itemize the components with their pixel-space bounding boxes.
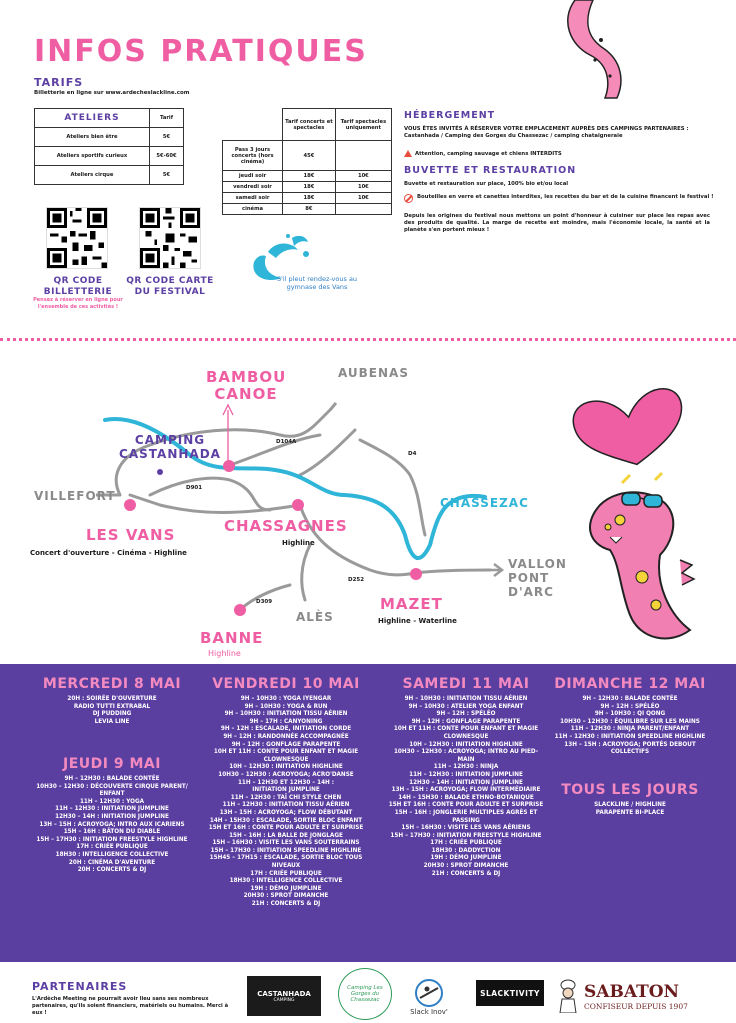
qr-code-icon — [140, 208, 200, 268]
page-title: INFOS PRATIQUES — [34, 34, 368, 69]
prix-a: 18€ — [283, 182, 336, 193]
logo-castanhada-name: CASTANHADA — [257, 989, 311, 998]
prix-name: samedi soir — [223, 193, 283, 204]
atelier-name: Ateliers cirque — [35, 166, 150, 185]
day-title-vendredi: VENDREDI 10 MAI — [212, 676, 360, 692]
slackinov-icon — [414, 978, 444, 1008]
program-item: 15H ET 16H : CONTE POUR ADULTE ET SURPRISE — [388, 802, 544, 809]
logo-gorges-text: Camping Les Gorges du Chassezac — [347, 985, 383, 1003]
map-label-vallon: VALLON PONT D'ARC — [508, 557, 567, 599]
program-item: 13H – 15H : ACROYOGA; INTRO AUX ICARIENS — [39, 821, 185, 828]
prix-b: 10€ — [335, 171, 391, 182]
program-item: 17H : CRIÉE PUBLIQUE — [76, 844, 148, 851]
day-list-vendredi — [196, 696, 376, 909]
program-item: 9H – 10H30 : YOGA IYENGAR — [240, 696, 332, 702]
program-item: 20H : SOIRÉE D'OUVERTURE — [67, 696, 157, 702]
origin-text: Depuis les origines du festival nous mettons un point d'honneur à cuisiner sur place les repas avec des produits de qualité. La marge de recette est moindre, mais l'économie locale, la santé et la planète s'en portent mieux ! — [404, 213, 710, 233]
road-label-d901: D901 — [186, 485, 203, 491]
program-item: 15H – 16H30 : VISITE LES VANS SOUTERRAINS — [212, 840, 360, 847]
program-item: 9H – 12H30 : BALADE CONTÉE — [582, 696, 678, 702]
logo-slacktivity-text: SLACKTIVITY — [480, 988, 540, 998]
road-label-d309: D309 — [256, 599, 273, 605]
map-label-les-vans: LES VANS — [86, 526, 176, 544]
forbidden-icon — [404, 194, 413, 203]
logo-sabaton-tag: CONFISEUR DEPUIS 1907 — [584, 1001, 688, 1011]
logo-sabaton-name: SABATON — [584, 981, 680, 1002]
day-title-tous: TOUS LES JOURS — [561, 782, 699, 798]
dinosaur-mascot-icon — [560, 465, 720, 655]
warning-text: Attention, camping sauvage et chiens INTERDITS — [415, 150, 562, 157]
program-item: 15H – 16H : BÂTON DU DIABLE — [63, 829, 161, 836]
program-item: 9H – 10H30 : INITIATION TISSU AÉRIEN — [404, 696, 528, 702]
program-item: 20H30 : SPROT DIMANCHE — [243, 893, 329, 900]
day-list-tous — [540, 802, 720, 817]
map-label-villefort: VILLEFORT — [34, 489, 116, 503]
logo-castanhada[interactable] — [247, 976, 321, 1016]
road-label-d252: D252 — [348, 577, 365, 583]
program-item: CLOWNESQUE — [263, 756, 309, 763]
program-item: 14H – 15H30 : BALADE ETHNO-BOTANIQUE — [398, 794, 534, 801]
forbid-row — [404, 194, 714, 203]
program-item: 10H30 – 12H30 : ACROYOGA; ACRO'DANSE — [218, 771, 354, 778]
prix-col-spectacles: Tarif spectacles uniquement — [335, 109, 391, 141]
program-item: 10H ET 11H : CONTE POUR ENFANT ET MAGIE — [393, 726, 539, 733]
program-item: 10H30 – 12H30 : ÉQUILIBRE SUR LES MAINS — [560, 718, 700, 725]
map-sub-chassagnes: Highline — [282, 539, 315, 547]
table-row — [223, 171, 392, 182]
atelier-price: 5€-60€ — [149, 147, 183, 166]
program-item: COLLECTIFS — [610, 749, 650, 756]
program-item: 19H : DÉMO JUMPLINE — [430, 855, 502, 862]
logo-gorges-chassezac[interactable] — [338, 968, 392, 1020]
program-item: 11H – 12H30 : NINJA — [433, 764, 499, 771]
prix-b — [335, 141, 391, 171]
program-item: INITIATION JUMPLINE — [252, 787, 320, 794]
ribbon-decoration-icon — [555, 0, 630, 100]
prix-a: 18€ — [283, 171, 336, 182]
program-item: 18H30 : DADDYCTION — [431, 847, 501, 854]
program-item: 15H45 – 17H15 : ESCALADE, SORTIE BLOC TOUS — [209, 855, 363, 862]
program-item: 9H – 10H30 : YOGA & RUN — [244, 703, 328, 710]
prix-name: vendredi soir — [223, 182, 283, 193]
qr-billetterie-note: Pensez à réserver en ligne pour l'ensemble de ces activités ! — [33, 297, 123, 310]
day-title-mercredi: MERCREDI 8 MAI — [42, 676, 182, 692]
program-item: 15H – 16H30 : VISITE LES VANS AÉRIENS — [401, 825, 531, 832]
program-item: 10H – 12H30 : INITIATION HIGHLINE — [409, 741, 523, 748]
program-item: SLACKLINE / HIGHLINE — [594, 802, 666, 808]
prix-table — [222, 108, 392, 215]
program-item: 19H : DÉMO JUMPLINE — [250, 885, 322, 892]
program-item: PASSING — [452, 817, 480, 824]
program-item: LEVIA LINE — [94, 718, 130, 725]
partners-text: L'Ardèche Meeting ne pourrait avoir lieu sans ses nombreux partenaires, qu'ils soient financiers, matériels ou humains. Merci à eux ! — [32, 996, 229, 1016]
program-item: 15H – 17H30 : INITIATION FREESTYLE HIGHLINE — [36, 836, 188, 843]
program-item: 14H – 15H30 : ESCALADE, SORTIE BLOC ENFANT — [209, 817, 363, 824]
program-item: 11H – 12H30 : INITIATION SPEEDLINE HIGHLINE — [554, 733, 706, 740]
map-sub-banne: Highline — [208, 649, 241, 658]
program-item: 10H – 12H30 : INITIATION HIGHLINE — [229, 764, 343, 771]
program-item: 9H – 12H : GONFLAGE PARAPENTE — [411, 718, 521, 725]
prix-b — [335, 204, 391, 215]
map-sub-les-vans: Concert d'ouverture - Cinéma - Highline — [30, 549, 187, 557]
logo-sabaton[interactable] — [556, 976, 706, 1016]
program-item: 17H : CRIÉE PUBLIQUE — [250, 870, 322, 877]
day-list-mercredi — [22, 696, 202, 726]
program-item: 13H – 15H : ACROYOGA; FLOW DÉBUTANT — [219, 809, 353, 816]
table-row — [223, 204, 392, 215]
map-label-chassezac: CHASSEZAC — [440, 496, 529, 510]
day-list-jeudi — [22, 776, 202, 875]
empty-cell — [223, 109, 283, 141]
prix-a: 45€ — [283, 141, 336, 171]
program-item: 9H – 12H : SPÉLÉO — [600, 703, 660, 710]
program-item: NIVEAUX — [271, 863, 301, 870]
program-item: RADIO TUTTI EXTRABAL — [73, 703, 151, 710]
atelier-name: Ateliers sportifs curieux — [35, 147, 150, 166]
program-item: 9H – 12H30 : BALADE CONTÉE — [64, 776, 160, 782]
program-item: 13H – 15H : ACROYOGA; FLOW INTERMÉDIAIRE — [391, 787, 541, 794]
program-item: 9H – 10H30 : ATELIER YOGA ENFANT — [408, 703, 524, 710]
prix-name: jeudi soir — [223, 171, 283, 182]
qr-code-carte[interactable] — [139, 207, 201, 269]
day-list-samedi — [376, 696, 556, 878]
warning-icon — [404, 150, 412, 157]
program-item: 10H30 – 12H30 : DÉCOUVERTE CIRQUE PARENT/ — [36, 783, 188, 790]
program-item: 20H : CONCERTS & DJ — [77, 867, 147, 874]
hebergement-title: HÉBERGEMENT — [404, 110, 496, 121]
program-item: 20H30 : SPROT DIMANCHE — [423, 863, 509, 870]
program-item: MAIN — [457, 756, 475, 763]
program-item: PARAPENTE BI-PLACE — [595, 809, 665, 816]
map-sub-mazet: Highline - Waterline — [378, 617, 457, 625]
table-row — [223, 182, 392, 193]
qr-code-billetterie[interactable] — [46, 207, 108, 269]
program-item: 17H : CRIÉE PUBLIQUE — [430, 840, 502, 847]
program-item: 11H – 12H30 : NINJA PARENT/ENFANT — [570, 726, 690, 733]
program-item: 9H – 12H : GONFLAGE PARAPENTE — [231, 741, 341, 748]
program-item: 11H – 12H30 : YOGA — [79, 798, 145, 805]
program-item: 10H ET 11H : CONTE POUR ENFANT ET MAGIE — [213, 749, 359, 756]
program-item: 11H – 12H30 : INITIATION JUMPLINE — [409, 771, 523, 778]
day-title-samedi: SAMEDI 11 MAI — [402, 676, 530, 692]
day-list-dimanche — [540, 696, 720, 757]
program-item: ENFANT — [99, 791, 125, 798]
rain-text: S'il pleut rendez-vous au gymnase des Vans — [276, 275, 358, 291]
buvette-title: BUVETTE ET RESTAURATION — [404, 165, 577, 176]
atelier-price: 5€ — [149, 128, 183, 147]
program-item: 15H ET 16H : CONTE POUR ADULTE ET SURPRISE — [208, 825, 364, 832]
map-label-ales: ALÈS — [296, 610, 334, 624]
map-label-aubenas: AUBENAS — [338, 366, 409, 380]
table-row — [35, 147, 184, 166]
program-item: DJ PUDDING — [92, 711, 132, 718]
program-item: 9H – 10H30 : QI QONG — [594, 711, 666, 718]
day-title-dimanche: DIMANCHE 12 MAI — [554, 676, 706, 692]
map-label-chassagnes: CHASSAGNES — [224, 517, 348, 535]
buvette-text: Buvette et restauration sur place, 100% bio et/ou local — [404, 181, 569, 187]
qr-code-icon — [47, 208, 107, 268]
map-label-bambou: BAMBOU CANOE — [206, 368, 287, 403]
program-item: 12H30 – 14H : INITIATION JUMPLINE — [55, 813, 169, 820]
program-item: 21H : CONCERTS & DJ — [431, 870, 501, 877]
logo-slackinov[interactable] — [398, 972, 460, 1022]
festival-map — [0, 345, 736, 665]
prix-a: 18€ — [283, 193, 336, 204]
program-item: 9H – 12H : SPÉLÉO — [436, 711, 496, 718]
warning-row — [404, 150, 562, 157]
program-item: 15H – 17H30 : INITIATION FREESTYLE HIGHLINE — [390, 832, 542, 839]
forbid-text: Bouteilles en verre et canettes interdites, les recettes du bar et de la cuisine financent le festival ! — [417, 194, 714, 200]
prix-col-concerts: Tarif concerts et spectacles — [283, 109, 336, 141]
program-item: 10H30 – 12H30 : ACROYOGA; INTRO AU PIED- — [393, 749, 539, 756]
program-item: 20H : CINÉMA D'AVENTURE — [68, 859, 156, 866]
logo-slackinov-text: Slack Inov' — [410, 1008, 448, 1016]
ateliers-col-tarif: Tarif — [149, 109, 183, 128]
table-row — [223, 193, 392, 204]
map-label-banne: BANNE — [200, 629, 264, 647]
program-item: 11H – 12H30 : INITIATION JUMPLINE — [55, 806, 169, 813]
program-item: 9H – 10H30 : INITIATION TISSU AÉRIEN — [224, 711, 348, 718]
program-section — [0, 664, 736, 962]
qr-billetterie-label: QR CODE BILLETTERIE — [43, 276, 113, 297]
program-item: CLOWNESQUE — [443, 733, 489, 740]
program-item: 15H – 16H : JONGLERIE MULTIPLES AGRÈS ET — [394, 809, 538, 816]
table-row — [35, 128, 184, 147]
program-item: 11H – 12H30 ET 12H30 – 14H : — [237, 779, 335, 786]
hebergement-text: VOUS ÊTES INVITÉS À RÉSERVER VOTRE EMPLACEMENT AUPRÈS DES CAMPINGS PARTENAIRES : Castanhada / Camping des Gorges du Chassezac / camping chataigneraie — [404, 126, 689, 139]
ateliers-table — [34, 108, 184, 185]
day-title-jeudi: JEUDI 9 MAI — [63, 756, 161, 772]
program-item: 9H – 12H : RANDONNÉE ACCOMPAGNÉE — [223, 733, 349, 740]
chef-figure-icon — [556, 979, 580, 1013]
atelier-name: Ateliers bien être — [35, 128, 150, 147]
logo-castanhada-sub: CAMPING — [273, 997, 295, 1003]
prix-b: 10€ — [335, 182, 391, 193]
ateliers-header: ATELIERS — [35, 109, 150, 128]
prix-b: 10€ — [335, 193, 391, 204]
tarifs-title: TARIFS — [34, 76, 84, 89]
program-item: 15H – 17H30 : INITIATION SPEEDLINE HIGHLINE — [210, 847, 362, 854]
road-label-d4: D4 — [408, 451, 417, 457]
partners-title: PARTENAIRES — [32, 980, 128, 993]
prix-a: 8€ — [283, 204, 336, 215]
program-item: 18H30 : INTELLIGENCE COLLECTIVE — [229, 878, 343, 885]
program-item: 9H – 17H : CANYONING — [249, 718, 323, 725]
map-label-mazet: MAZET — [380, 595, 443, 613]
program-item: 13H – 15H : ACROYOGA; PORTÉS DEBOUT — [564, 741, 696, 748]
program-item: 21H : CONCERTS & DJ — [251, 901, 321, 908]
road-label-d104a: D104A — [276, 439, 297, 445]
table-row — [223, 141, 392, 171]
prix-name: cinéma — [223, 204, 283, 215]
program-item: 11H – 12H30 : INITIATION TISSU AÉRIEN — [222, 802, 350, 809]
section-divider — [0, 338, 736, 341]
atelier-price: 5€ — [149, 166, 183, 185]
table-row — [35, 166, 184, 185]
program-item: 11H – 12H30 : TAÏ CHI STYLE CHEN — [230, 794, 342, 801]
logo-slacktivity[interactable] — [476, 980, 544, 1006]
program-item: 15H – 16H : LA BALLE DE JONGLAGE — [229, 832, 343, 839]
prix-name: Pass 3 jours concerts (hors cinéma) — [223, 141, 283, 171]
program-item: 18H30 : INTELLIGENCE COLLECTIVE — [55, 851, 169, 858]
tarifs-subtitle: Billetterie en ligne sur www.ardecheslackline.com — [34, 90, 190, 96]
program-item: 9H – 12H : ESCALADE, INITIATION CORDE — [220, 726, 352, 733]
program-item: 12H30 – 14H : INITIATION JUMPLINE — [409, 779, 523, 786]
map-label-camping: CAMPING CASTANHADA — [119, 433, 221, 461]
qr-carte-label: QR CODE CARTE DU FESTIVAL — [126, 276, 214, 297]
